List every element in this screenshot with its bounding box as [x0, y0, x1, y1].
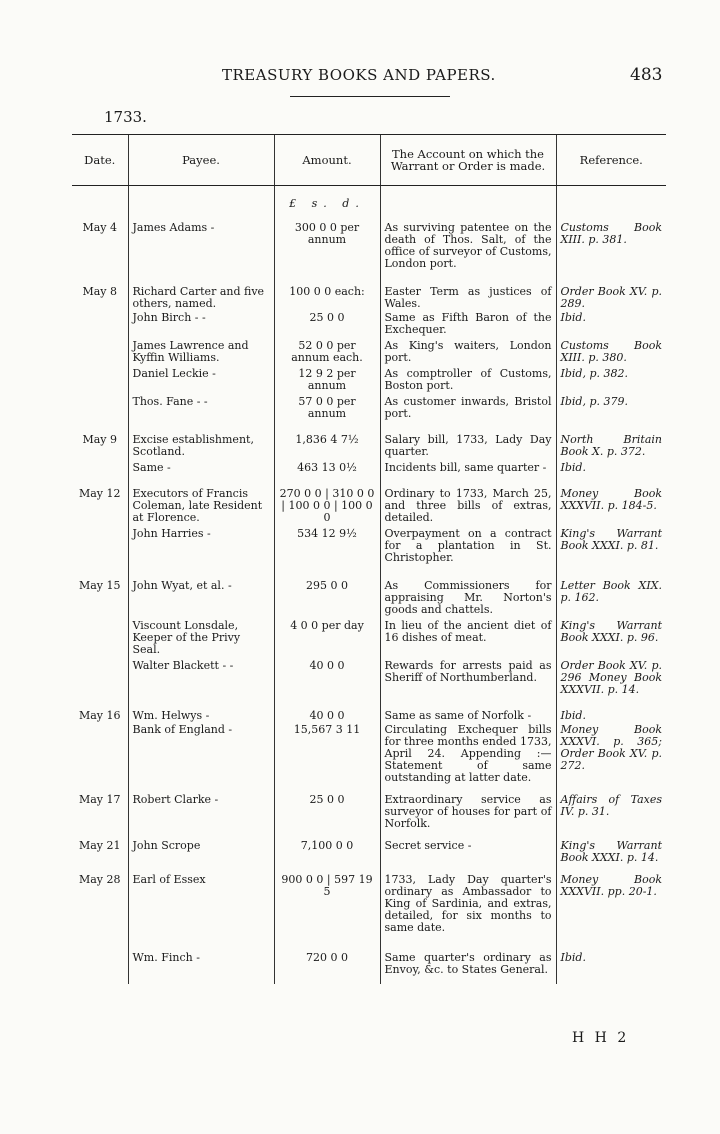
page-number: 483	[630, 65, 663, 85]
row-reference: Ibid, p. 382.	[560, 367, 628, 380]
table-row	[72, 364, 666, 392]
table-row	[72, 616, 666, 656]
row-amount: 100 0 0 each:	[289, 285, 365, 298]
row-reference: Ibid.	[560, 951, 586, 964]
header-row	[72, 135, 666, 186]
table-row	[72, 564, 666, 616]
row-payee: Viscount Lonsdale, Keeper of the Privy Seal.	[132, 619, 241, 656]
row-date: May 4	[82, 221, 118, 234]
row-account: In lieu of the ancient diet of 16 dishes of meat.	[384, 619, 552, 644]
row-payee: Daniel Leckie -	[132, 367, 216, 380]
row-reference: Money Book XXXVII. p. 184-5.	[560, 487, 662, 512]
row-amount: 57 0 0 per annum	[298, 395, 356, 420]
row-payee: Earl of Essex	[132, 873, 206, 886]
row-account: Easter Term as justices of Wales.	[384, 285, 552, 310]
row-date: May 16	[78, 709, 121, 722]
row-amount: 300 0 0 per annum	[294, 221, 360, 246]
table-row	[72, 784, 666, 830]
table-row	[72, 722, 666, 784]
col-payee: Payee.	[128, 135, 274, 186]
row-account: Same as same of Norfolk -	[384, 709, 532, 722]
row-account: Overpayment on a contract for a plantation in St. Christopher.	[384, 527, 552, 564]
row-reference: King's Warrant Book XXXI. p. 81.	[560, 527, 662, 552]
row-payee: John Wyat, et al. -	[132, 579, 232, 592]
row-date: May 8	[82, 285, 118, 298]
table-row	[72, 474, 666, 524]
row-amount: 720 0 0	[306, 951, 348, 964]
row-payee: Thos. Fane - -	[132, 395, 208, 408]
row-payee: Wm. Helwys -	[132, 709, 210, 722]
row-account: As surviving patentee on the death of Thos. Salt, of the office of surveyor of Customs, London port.	[384, 221, 552, 270]
table-row	[72, 696, 666, 722]
row-account: Incidents bill, same quarter -	[384, 461, 547, 474]
table-row	[72, 336, 666, 364]
row-account: As customer inwards, Bristol port.	[384, 395, 552, 420]
row-reference: Ibid.	[560, 709, 586, 722]
table-row	[72, 864, 666, 934]
row-payee: Robert Clarke -	[132, 793, 219, 806]
row-reference: Customs Book XIII. p. 381.	[560, 221, 662, 246]
row-payee: James Adams -	[132, 221, 215, 234]
table-row	[72, 458, 666, 474]
row-payee: John Scrope	[132, 839, 201, 852]
row-account: As King's waiters, London port.	[384, 339, 552, 364]
row-payee: John Birch - -	[132, 311, 206, 324]
row-payee: Richard Carter and five others, named.	[132, 285, 265, 310]
row-amount: 12 9 2 per annum	[298, 367, 356, 392]
row-reference: Affairs of Taxes IV. p. 31.	[560, 793, 662, 818]
row-amount: 25 0 0	[309, 311, 345, 324]
row-reference: Letter Book XIX. p. 162.	[560, 579, 662, 604]
row-payee: Executors of Francis Coleman, late Resident at Florence.	[132, 487, 263, 524]
row-reference: King's Warrant Book XXXI. p. 96.	[560, 619, 662, 644]
row-date: May 17	[78, 793, 121, 806]
row-payee: Same -	[132, 461, 171, 474]
lsd-heading: £ s. d.	[289, 197, 365, 210]
table-row	[72, 392, 666, 420]
lsd-row	[72, 186, 666, 221]
table-row	[72, 220, 666, 270]
col-date: Date.	[72, 135, 128, 186]
row-date: May 15	[78, 579, 121, 592]
table-row	[72, 524, 666, 564]
row-reference: Ibid, p. 379.	[560, 395, 628, 408]
row-reference: North Britain Book X. p. 372.	[560, 433, 662, 458]
col-reference: Reference.	[556, 135, 666, 186]
row-account: 1733, Lady Day quarter's ordinary as Ambassador to King of Sardinia, and extras, detailed, for six months to same date.	[384, 873, 552, 934]
header-rule	[290, 96, 450, 97]
table-row	[72, 830, 666, 864]
row-amount: 40 0 0	[309, 709, 345, 722]
running-title: TREASURY BOOKS AND PAPERS.	[222, 66, 496, 84]
table-row	[72, 934, 666, 976]
row-account: Salary bill, 1733, Lady Day quarter.	[384, 433, 552, 458]
row-account: Ordinary to 1733, March 25, and three bills of extras, detailed.	[384, 487, 552, 524]
row-amount: 534 12 9½	[297, 527, 357, 540]
table-row	[72, 270, 666, 310]
row-date: May 12	[78, 487, 121, 500]
row-amount: 900 0 0 | 597 19 5	[281, 873, 373, 898]
row-account: Secret service -	[384, 839, 472, 852]
row-amount: 270 0 0 | 310 0 0 | 100 0 0 | 100 0 0	[279, 487, 375, 524]
row-reference: King's Warrant Book XXXI. p. 14.	[560, 839, 662, 864]
row-date: May 9	[82, 433, 118, 446]
col-account: The Account on which the Warrant or Order is made.	[380, 135, 556, 186]
row-account: As comptroller of Customs, Boston port.	[384, 367, 552, 392]
row-reference: Order Book XV. p. 289.	[560, 285, 662, 310]
ledger-body	[72, 186, 666, 985]
row-reference: Ibid.	[560, 311, 586, 324]
row-reference: Money Book XXXVII. pp. 20-1.	[560, 873, 662, 898]
row-payee: Walter Blackett - -	[132, 659, 234, 672]
table-row	[72, 656, 666, 696]
col-amount: Amount.	[274, 135, 380, 186]
row-amount: 295 0 0	[306, 579, 348, 592]
year-heading: 1733.	[104, 108, 147, 126]
row-date: May 28	[78, 873, 121, 886]
row-account: Same as Fifth Baron of the Exchequer.	[384, 311, 552, 336]
row-amount: 463 13 0½	[297, 461, 357, 474]
row-payee: James Lawrence and Kyffin Williams.	[132, 339, 249, 364]
row-reference: Customs Book XIII. p. 380.	[560, 339, 662, 364]
row-date: May 21	[78, 839, 121, 852]
row-amount: 15,567 3 11	[293, 723, 361, 736]
row-payee: Wm. Finch -	[132, 951, 200, 964]
row-amount: 40 0 0	[309, 659, 345, 672]
treasury-ledger-table	[72, 134, 666, 984]
signature-mark: H H 2	[572, 1030, 630, 1046]
row-amount: 7,100 0 0	[300, 839, 354, 852]
row-reference: Order Book XV. p. 296 Money Book XXXVII. p. 14.	[560, 659, 662, 696]
row-reference: Money Book XXXVI. p. 365; Order Book XV. p. 272.	[560, 723, 662, 772]
row-account: Extraordinary service as surveyor of houses for part of Norfolk.	[384, 793, 552, 830]
row-payee: Excise establishment, Scotland.	[132, 433, 254, 458]
row-amount: 1,836 4 7½	[295, 433, 359, 446]
row-account: Rewards for arrests paid as Sheriff of Northumberland.	[384, 659, 552, 684]
row-account: As Commissioners for appraising Mr. Norton's goods and chattels.	[384, 579, 552, 616]
row-account: Same quarter's ordinary as Envoy, &c. to States General.	[384, 951, 552, 976]
row-payee: Bank of England -	[132, 723, 233, 736]
row-reference: Ibid.	[560, 461, 586, 474]
table-row	[72, 310, 666, 336]
row-amount: 52 0 0 per annum each.	[291, 339, 363, 364]
row-amount: 4 0 0 per day	[290, 619, 364, 632]
table-row	[72, 420, 666, 458]
row-amount: 25 0 0	[309, 793, 345, 806]
page-header	[0, 62, 720, 92]
row-payee: John Harries -	[132, 527, 211, 540]
row-account: Circulating Exchequer bills for three months ended 1733, April 24. Appending :—Statement of same outstanding at latter date.	[384, 723, 552, 784]
